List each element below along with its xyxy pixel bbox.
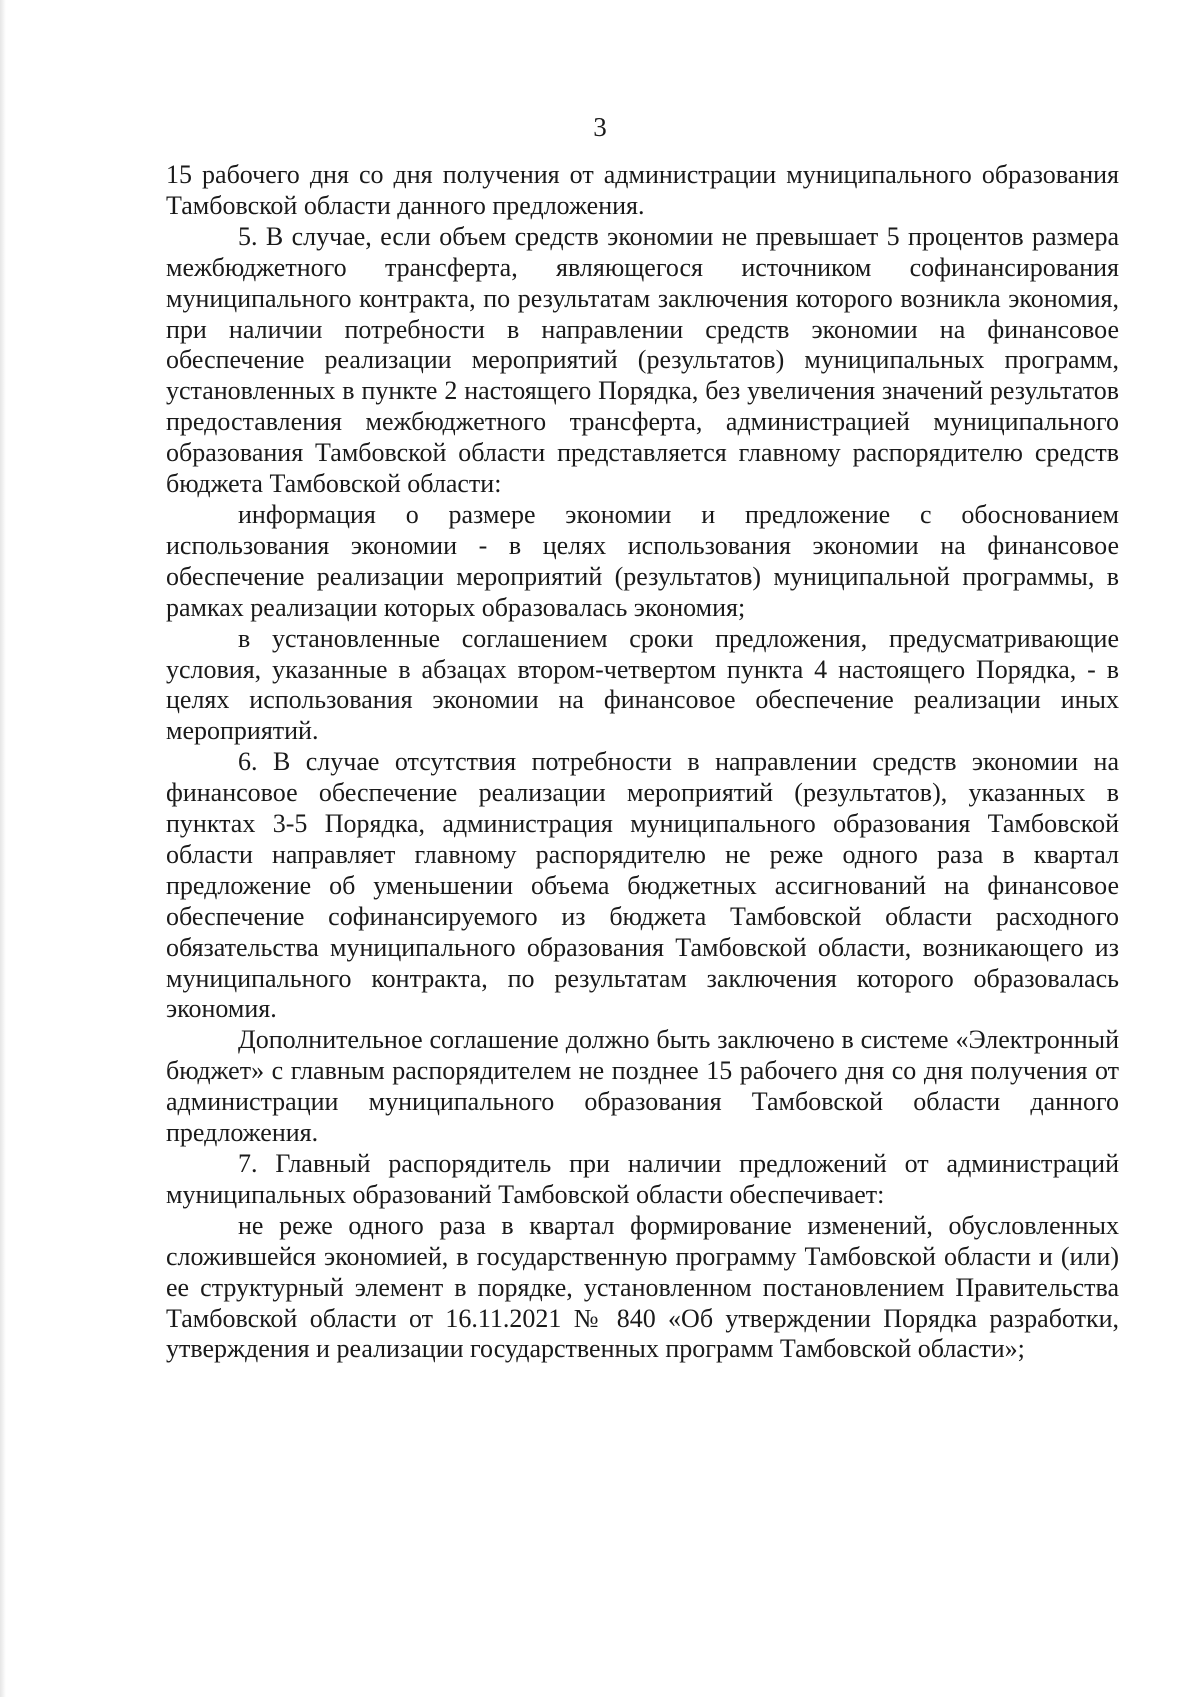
paragraph-item-7-changes: не реже одного раза в квартал формирование изменений, обусловленных сложившейся экономией, в государственную программу Тамбовской области и (или) ее структурный элемент в порядке, установленном постановлением Правительства Тамбовской области от 16.11.2021 № 840 «Об утверждении Порядка разработки, утверждения и реализации государственных программ Тамбовской области»; xyxy=(166,1210,1119,1364)
paragraph-item-5: 5. В случае, если объем средств экономии не превышает 5 процентов размера межбюджетного трансферта, являющегося источником софинансирования муниципального контракта, по результатам заключения которого возникла экономия, при наличии потребности в направлении средств экономии на финансовое обеспечение реализации мероприятий (результатов) муниципальных программ, установленных в пункте 2 настоящего Порядка, без увеличения значений результатов предоставления межбюджетного трансферта, администрацией муниципального образования Тамбовской области представляется главному распорядителю средств бюджета Тамбовской области: xyxy=(166,221,1119,499)
page-number: 3 xyxy=(593,112,607,142)
document-body xyxy=(166,160,1119,1365)
paragraph-item-6: 6. В случае отсутствия потребности в направлении средств экономии на финансовое обеспечение реализации мероприятий (результатов), указанных в пунктах 3-5 Порядка, администрация муниципального образования Тамбовской области направляет главному распорядителю не реже одного раза в квартал предложение об уменьшении объема бюджетных ассигнований на финансовое обеспечение софинансируемого из бюджета Тамбовской области расходного обязательства муниципального образования Тамбовской области, возникающего из муниципального контракта, по результатам заключения которого образовалась экономия. xyxy=(166,747,1119,1024)
paragraph-item-7: 7. Главный распорядитель при наличии предложений от администраций муниципальных образований Тамбовской области обеспечивает: xyxy=(166,1149,1119,1209)
paragraph-continuation: 15 рабочего дня со дня получения от администрации муниципального образования Тамбовской области данного предложения. xyxy=(166,160,1119,220)
paragraph-additional-agreement: Дополнительное соглашение должно быть заключено в системе «Электронный бюджет» с главным распорядителем не позднее 15 рабочего дня со дня получения от администрации муниципального образования Тамбовской области данного предложения. xyxy=(166,1025,1119,1148)
paragraph-item-5-info: информация о размере экономии и предложение с обоснованием использования экономии - в целях использования экономии на финансовое обеспечение реализации мероприятий (результатов) муниципальной программы, в рамках реализации которых образовалась экономия; xyxy=(166,499,1119,622)
scan-edge-shadow xyxy=(0,0,6,1697)
paragraph-item-5-deadlines: в установленные соглашением сроки предложения, предусматривающие условия, указанные в абзацах втором-четвертом пункта 4 настоящего Порядка, - в целях использования экономии на финансовое обеспечение реализации иных мероприятий. xyxy=(166,623,1119,746)
